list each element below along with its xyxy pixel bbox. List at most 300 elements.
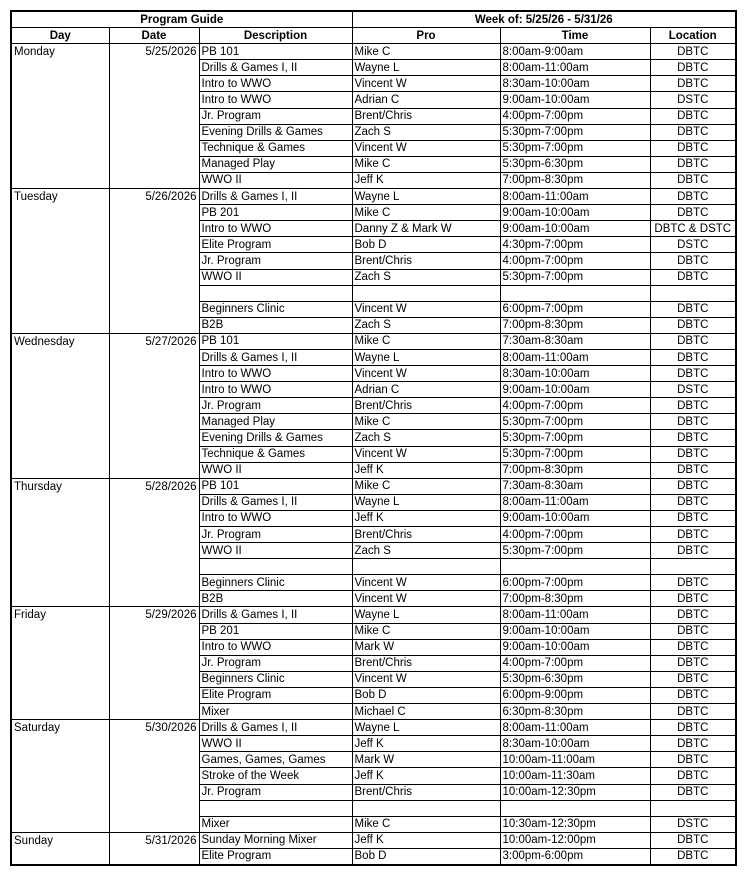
pro-cell: Wayne L — [352, 494, 500, 510]
description-cell: Evening Drills & Games — [199, 430, 352, 446]
day-cell — [11, 398, 109, 414]
pro-cell: Bob D — [352, 848, 500, 865]
pro-cell: Mark W — [352, 639, 500, 655]
table-row — [11, 527, 736, 543]
location-cell: DBTC — [650, 736, 736, 752]
pro-cell: Wayne L — [352, 349, 500, 365]
table-row — [11, 205, 736, 221]
table-row — [11, 623, 736, 639]
description-cell: Technique & Games — [199, 140, 352, 156]
description-cell: PB 101 — [199, 333, 352, 349]
table-row — [11, 398, 736, 414]
location-cell: DBTC — [650, 704, 736, 720]
table-row — [11, 543, 736, 559]
day-cell — [11, 655, 109, 671]
pro-cell: Wayne L — [352, 189, 500, 205]
day-cell — [11, 269, 109, 285]
location-cell: DBTC — [650, 768, 736, 784]
table-row — [11, 253, 736, 269]
location-cell: DBTC — [650, 430, 736, 446]
date-cell — [109, 414, 199, 430]
day-cell: Friday — [11, 607, 109, 623]
date-cell: 5/30/2026 — [109, 720, 199, 736]
table-row — [11, 156, 736, 172]
pro-cell: Jeff K — [352, 510, 500, 526]
location-cell: DBTC — [650, 414, 736, 430]
location-cell: DBTC — [650, 156, 736, 172]
date-cell — [109, 60, 199, 76]
pro-cell: Mike C — [352, 414, 500, 430]
pro-cell: Bob D — [352, 237, 500, 253]
location-cell — [650, 800, 736, 816]
date-cell — [109, 221, 199, 237]
date-cell — [109, 349, 199, 365]
date-cell — [109, 623, 199, 639]
date-cell — [109, 510, 199, 526]
time-cell: 8:00am-11:00am — [500, 349, 650, 365]
description-cell: Sunday Morning Mixer — [199, 832, 352, 848]
time-cell: 5:30pm-7:00pm — [500, 414, 650, 430]
date-cell — [109, 92, 199, 108]
pro-cell: Jeff K — [352, 832, 500, 848]
week-range: Week of: 5/25/26 - 5/31/26 — [352, 11, 736, 28]
time-cell: 5:30pm-6:30pm — [500, 156, 650, 172]
day-cell — [11, 800, 109, 816]
description-cell: PB 101 — [199, 478, 352, 494]
location-cell: DBTC — [650, 832, 736, 848]
pro-cell: Mike C — [352, 333, 500, 349]
table-row — [11, 752, 736, 768]
pro-cell: Vincent W — [352, 76, 500, 92]
day-cell — [11, 768, 109, 784]
location-cell: DBTC — [650, 527, 736, 543]
date-cell — [109, 784, 199, 800]
location-cell: DSTC — [650, 237, 736, 253]
time-cell — [500, 559, 650, 575]
pro-cell: Vincent W — [352, 301, 500, 317]
location-cell: DBTC — [650, 671, 736, 687]
pro-cell: Mark W — [352, 752, 500, 768]
date-cell: 5/29/2026 — [109, 607, 199, 623]
pro-cell: Wayne L — [352, 60, 500, 76]
description-cell: Managed Play — [199, 156, 352, 172]
time-cell: 8:00am-11:00am — [500, 720, 650, 736]
pro-cell: Zach S — [352, 124, 500, 140]
day-cell: Sunday — [11, 832, 109, 848]
day-cell: Wednesday — [11, 333, 109, 349]
description-cell: WWO II — [199, 172, 352, 188]
description-cell: Games, Games, Games — [199, 752, 352, 768]
location-cell: DBTC — [650, 784, 736, 800]
time-cell — [500, 800, 650, 816]
date-cell — [109, 301, 199, 317]
day-cell — [11, 462, 109, 478]
time-cell: 8:00am-11:00am — [500, 189, 650, 205]
date-cell: 5/26/2026 — [109, 189, 199, 205]
date-cell — [109, 76, 199, 92]
date-cell — [109, 108, 199, 124]
day-cell — [11, 60, 109, 76]
description-cell: Mixer — [199, 816, 352, 832]
column-header-time: Time — [500, 28, 650, 44]
table-row — [11, 382, 736, 398]
location-cell: DBTC — [650, 752, 736, 768]
table-row — [11, 333, 736, 349]
description-cell: Drills & Games I, II — [199, 607, 352, 623]
day-cell — [11, 816, 109, 832]
time-cell: 7:00pm-8:30pm — [500, 591, 650, 607]
description-cell: Intro to WWO — [199, 639, 352, 655]
pro-cell: Zach S — [352, 269, 500, 285]
table-row — [11, 704, 736, 720]
description-cell: WWO II — [199, 736, 352, 752]
table-row — [11, 607, 736, 623]
day-cell — [11, 591, 109, 607]
day-cell — [11, 494, 109, 510]
location-cell: DBTC — [650, 494, 736, 510]
day-cell — [11, 736, 109, 752]
time-cell: 8:30am-10:00am — [500, 76, 650, 92]
date-cell — [109, 366, 199, 382]
date-cell — [109, 285, 199, 301]
description-cell: Evening Drills & Games — [199, 124, 352, 140]
pro-cell: Vincent W — [352, 140, 500, 156]
day-cell — [11, 237, 109, 253]
pro-cell: Brent/Chris — [352, 655, 500, 671]
location-cell: DBTC — [650, 655, 736, 671]
time-cell: 9:00am-10:00am — [500, 639, 650, 655]
table-row — [11, 671, 736, 687]
description-cell: Jr. Program — [199, 527, 352, 543]
time-cell: 4:00pm-7:00pm — [500, 398, 650, 414]
table-row — [11, 414, 736, 430]
table-row — [11, 430, 736, 446]
description-cell: Drills & Games I, II — [199, 189, 352, 205]
table-row — [11, 317, 736, 333]
day-cell — [11, 156, 109, 172]
day-cell: Monday — [11, 44, 109, 60]
location-cell: DBTC — [650, 124, 736, 140]
time-cell: 7:00pm-8:30pm — [500, 317, 650, 333]
location-cell: DBTC — [650, 60, 736, 76]
time-cell: 5:30pm-7:00pm — [500, 430, 650, 446]
program-guide-table — [10, 10, 737, 866]
day-cell — [11, 559, 109, 575]
time-cell: 9:00am-10:00am — [500, 92, 650, 108]
time-cell: 6:30pm-8:30pm — [500, 704, 650, 720]
description-cell: Stroke of the Week — [199, 768, 352, 784]
location-cell: DSTC — [650, 382, 736, 398]
description-cell: Intro to WWO — [199, 382, 352, 398]
location-cell: DBTC — [650, 478, 736, 494]
date-cell — [109, 269, 199, 285]
location-cell: DBTC — [650, 108, 736, 124]
day-cell — [11, 430, 109, 446]
date-cell — [109, 317, 199, 333]
day-cell — [11, 671, 109, 687]
location-cell: DBTC — [650, 140, 736, 156]
table-row — [11, 591, 736, 607]
day-cell — [11, 92, 109, 108]
description-cell: Mixer — [199, 704, 352, 720]
day-cell — [11, 543, 109, 559]
table-row — [11, 720, 736, 736]
table-row — [11, 269, 736, 285]
column-header-description: Description — [199, 28, 352, 44]
day-cell — [11, 639, 109, 655]
time-cell: 9:00am-10:00am — [500, 382, 650, 398]
date-cell — [109, 430, 199, 446]
pro-cell — [352, 285, 500, 301]
time-cell: 7:30am-8:30am — [500, 478, 650, 494]
pro-cell — [352, 559, 500, 575]
location-cell: DBTC — [650, 317, 736, 333]
table-row — [11, 366, 736, 382]
date-cell — [109, 752, 199, 768]
location-cell: DBTC — [650, 333, 736, 349]
pro-cell: Jeff K — [352, 172, 500, 188]
time-cell: 10:00am-12:30pm — [500, 784, 650, 800]
date-cell — [109, 140, 199, 156]
location-cell: DBTC — [650, 607, 736, 623]
day-cell — [11, 108, 109, 124]
table-row — [11, 848, 736, 865]
location-cell: DBTC — [650, 462, 736, 478]
table-row — [11, 92, 736, 108]
date-cell: 5/28/2026 — [109, 478, 199, 494]
location-cell: DBTC — [650, 366, 736, 382]
description-cell: PB 201 — [199, 205, 352, 221]
date-cell — [109, 816, 199, 832]
day-cell — [11, 285, 109, 301]
date-cell — [109, 704, 199, 720]
day-cell: Tuesday — [11, 189, 109, 205]
location-cell: DBTC — [650, 446, 736, 462]
time-cell: 6:00pm-7:00pm — [500, 301, 650, 317]
time-cell: 4:00pm-7:00pm — [500, 253, 650, 269]
description-cell: B2B — [199, 591, 352, 607]
column-header-location: Location — [650, 28, 736, 44]
day-cell — [11, 623, 109, 639]
time-cell: 10:00am-12:00pm — [500, 832, 650, 848]
day-cell — [11, 848, 109, 865]
date-cell — [109, 736, 199, 752]
day-cell — [11, 687, 109, 703]
day-cell — [11, 575, 109, 591]
pro-cell: Vincent W — [352, 671, 500, 687]
description-cell: PB 101 — [199, 44, 352, 60]
location-cell: DBTC — [650, 398, 736, 414]
description-cell: Elite Program — [199, 848, 352, 865]
time-cell: 8:00am-9:00am — [500, 44, 650, 60]
pro-cell: Mike C — [352, 205, 500, 221]
pro-cell — [352, 800, 500, 816]
location-cell: DBTC — [650, 639, 736, 655]
day-cell — [11, 172, 109, 188]
description-cell: Intro to WWO — [199, 366, 352, 382]
time-cell: 4:00pm-7:00pm — [500, 527, 650, 543]
table-row — [11, 687, 736, 703]
description-cell — [199, 559, 352, 575]
time-cell: 8:00am-11:00am — [500, 60, 650, 76]
table-row — [11, 462, 736, 478]
location-cell: DBTC — [650, 720, 736, 736]
description-cell: Managed Play — [199, 414, 352, 430]
date-cell — [109, 462, 199, 478]
day-cell — [11, 414, 109, 430]
date-cell — [109, 591, 199, 607]
table-row — [11, 559, 736, 575]
column-header-row — [11, 28, 736, 44]
date-cell — [109, 237, 199, 253]
pro-cell: Jeff K — [352, 462, 500, 478]
table-row — [11, 140, 736, 156]
description-cell — [199, 800, 352, 816]
table-row — [11, 494, 736, 510]
date-cell: 5/31/2026 — [109, 832, 199, 848]
table-row — [11, 655, 736, 671]
description-cell: Intro to WWO — [199, 221, 352, 237]
day-cell — [11, 382, 109, 398]
date-cell — [109, 156, 199, 172]
description-cell: Drills & Games I, II — [199, 60, 352, 76]
date-cell — [109, 575, 199, 591]
pro-cell: Mike C — [352, 44, 500, 60]
table-row — [11, 639, 736, 655]
table-row — [11, 446, 736, 462]
day-cell — [11, 221, 109, 237]
time-cell: 9:00am-10:00am — [500, 510, 650, 526]
description-cell: Beginners Clinic — [199, 671, 352, 687]
description-cell: WWO II — [199, 543, 352, 559]
location-cell: DBTC & DSTC — [650, 221, 736, 237]
table-row — [11, 237, 736, 253]
time-cell: 6:00pm-9:00pm — [500, 687, 650, 703]
pro-cell: Brent/Chris — [352, 253, 500, 269]
time-cell: 9:00am-10:00am — [500, 205, 650, 221]
date-cell — [109, 800, 199, 816]
pro-cell: Zach S — [352, 317, 500, 333]
day-cell — [11, 784, 109, 800]
pro-cell: Brent/Chris — [352, 527, 500, 543]
location-cell: DSTC — [650, 816, 736, 832]
pro-cell: Brent/Chris — [352, 784, 500, 800]
column-header-day: Day — [11, 28, 109, 44]
date-cell — [109, 253, 199, 269]
table-row — [11, 816, 736, 832]
pro-cell: Jeff K — [352, 736, 500, 752]
pro-cell: Michael C — [352, 704, 500, 720]
description-cell: Drills & Games I, II — [199, 349, 352, 365]
description-cell: Jr. Program — [199, 108, 352, 124]
column-header-pro: Pro — [352, 28, 500, 44]
time-cell: 8:00am-11:00am — [500, 494, 650, 510]
description-cell: PB 201 — [199, 623, 352, 639]
table-row — [11, 301, 736, 317]
table-row — [11, 221, 736, 237]
table-row — [11, 60, 736, 76]
description-cell: Drills & Games I, II — [199, 720, 352, 736]
date-cell — [109, 205, 199, 221]
date-cell — [109, 382, 199, 398]
table-row — [11, 510, 736, 526]
pro-cell: Mike C — [352, 623, 500, 639]
table-body — [11, 11, 736, 865]
date-cell — [109, 687, 199, 703]
date-cell — [109, 559, 199, 575]
description-cell — [199, 285, 352, 301]
date-cell — [109, 848, 199, 865]
time-cell: 3:00pm-6:00pm — [500, 848, 650, 865]
title-row — [11, 11, 736, 28]
pro-cell: Bob D — [352, 687, 500, 703]
date-cell — [109, 494, 199, 510]
location-cell: DBTC — [650, 301, 736, 317]
location-cell: DBTC — [650, 687, 736, 703]
time-cell: 7:00pm-8:30pm — [500, 172, 650, 188]
location-cell: DBTC — [650, 510, 736, 526]
pro-cell: Vincent W — [352, 575, 500, 591]
day-cell — [11, 349, 109, 365]
table-row — [11, 349, 736, 365]
table-row — [11, 768, 736, 784]
time-cell: 10:30am-12:30pm — [500, 816, 650, 832]
time-cell: 8:30am-10:00am — [500, 736, 650, 752]
date-cell — [109, 639, 199, 655]
description-cell: Jr. Program — [199, 655, 352, 671]
description-cell: Jr. Program — [199, 253, 352, 269]
date-cell — [109, 768, 199, 784]
description-cell: B2B — [199, 317, 352, 333]
table-row — [11, 44, 736, 60]
time-cell: 9:00am-10:00am — [500, 623, 650, 639]
date-cell — [109, 543, 199, 559]
day-cell — [11, 301, 109, 317]
time-cell: 4:30pm-7:00pm — [500, 237, 650, 253]
time-cell: 10:00am-11:30am — [500, 768, 650, 784]
program-guide-title: Program Guide — [11, 11, 352, 28]
day-cell — [11, 124, 109, 140]
date-cell — [109, 398, 199, 414]
time-cell: 5:30pm-7:00pm — [500, 269, 650, 285]
location-cell: DBTC — [650, 848, 736, 865]
pro-cell: Adrian C — [352, 92, 500, 108]
table-row — [11, 124, 736, 140]
pro-cell: Mike C — [352, 156, 500, 172]
table-row — [11, 784, 736, 800]
day-cell — [11, 366, 109, 382]
date-cell: 5/27/2026 — [109, 333, 199, 349]
location-cell: DBTC — [650, 591, 736, 607]
pro-cell: Adrian C — [352, 382, 500, 398]
time-cell: 6:00pm-7:00pm — [500, 575, 650, 591]
date-cell — [109, 527, 199, 543]
day-cell — [11, 527, 109, 543]
time-cell — [500, 285, 650, 301]
day-cell — [11, 704, 109, 720]
description-cell: Beginners Clinic — [199, 575, 352, 591]
date-cell — [109, 655, 199, 671]
time-cell: 7:30am-8:30am — [500, 333, 650, 349]
table-row — [11, 76, 736, 92]
location-cell: DBTC — [650, 253, 736, 269]
day-cell — [11, 510, 109, 526]
time-cell: 5:30pm-7:00pm — [500, 543, 650, 559]
pro-cell: Mike C — [352, 816, 500, 832]
date-cell — [109, 671, 199, 687]
location-cell: DBTC — [650, 205, 736, 221]
description-cell: Intro to WWO — [199, 510, 352, 526]
